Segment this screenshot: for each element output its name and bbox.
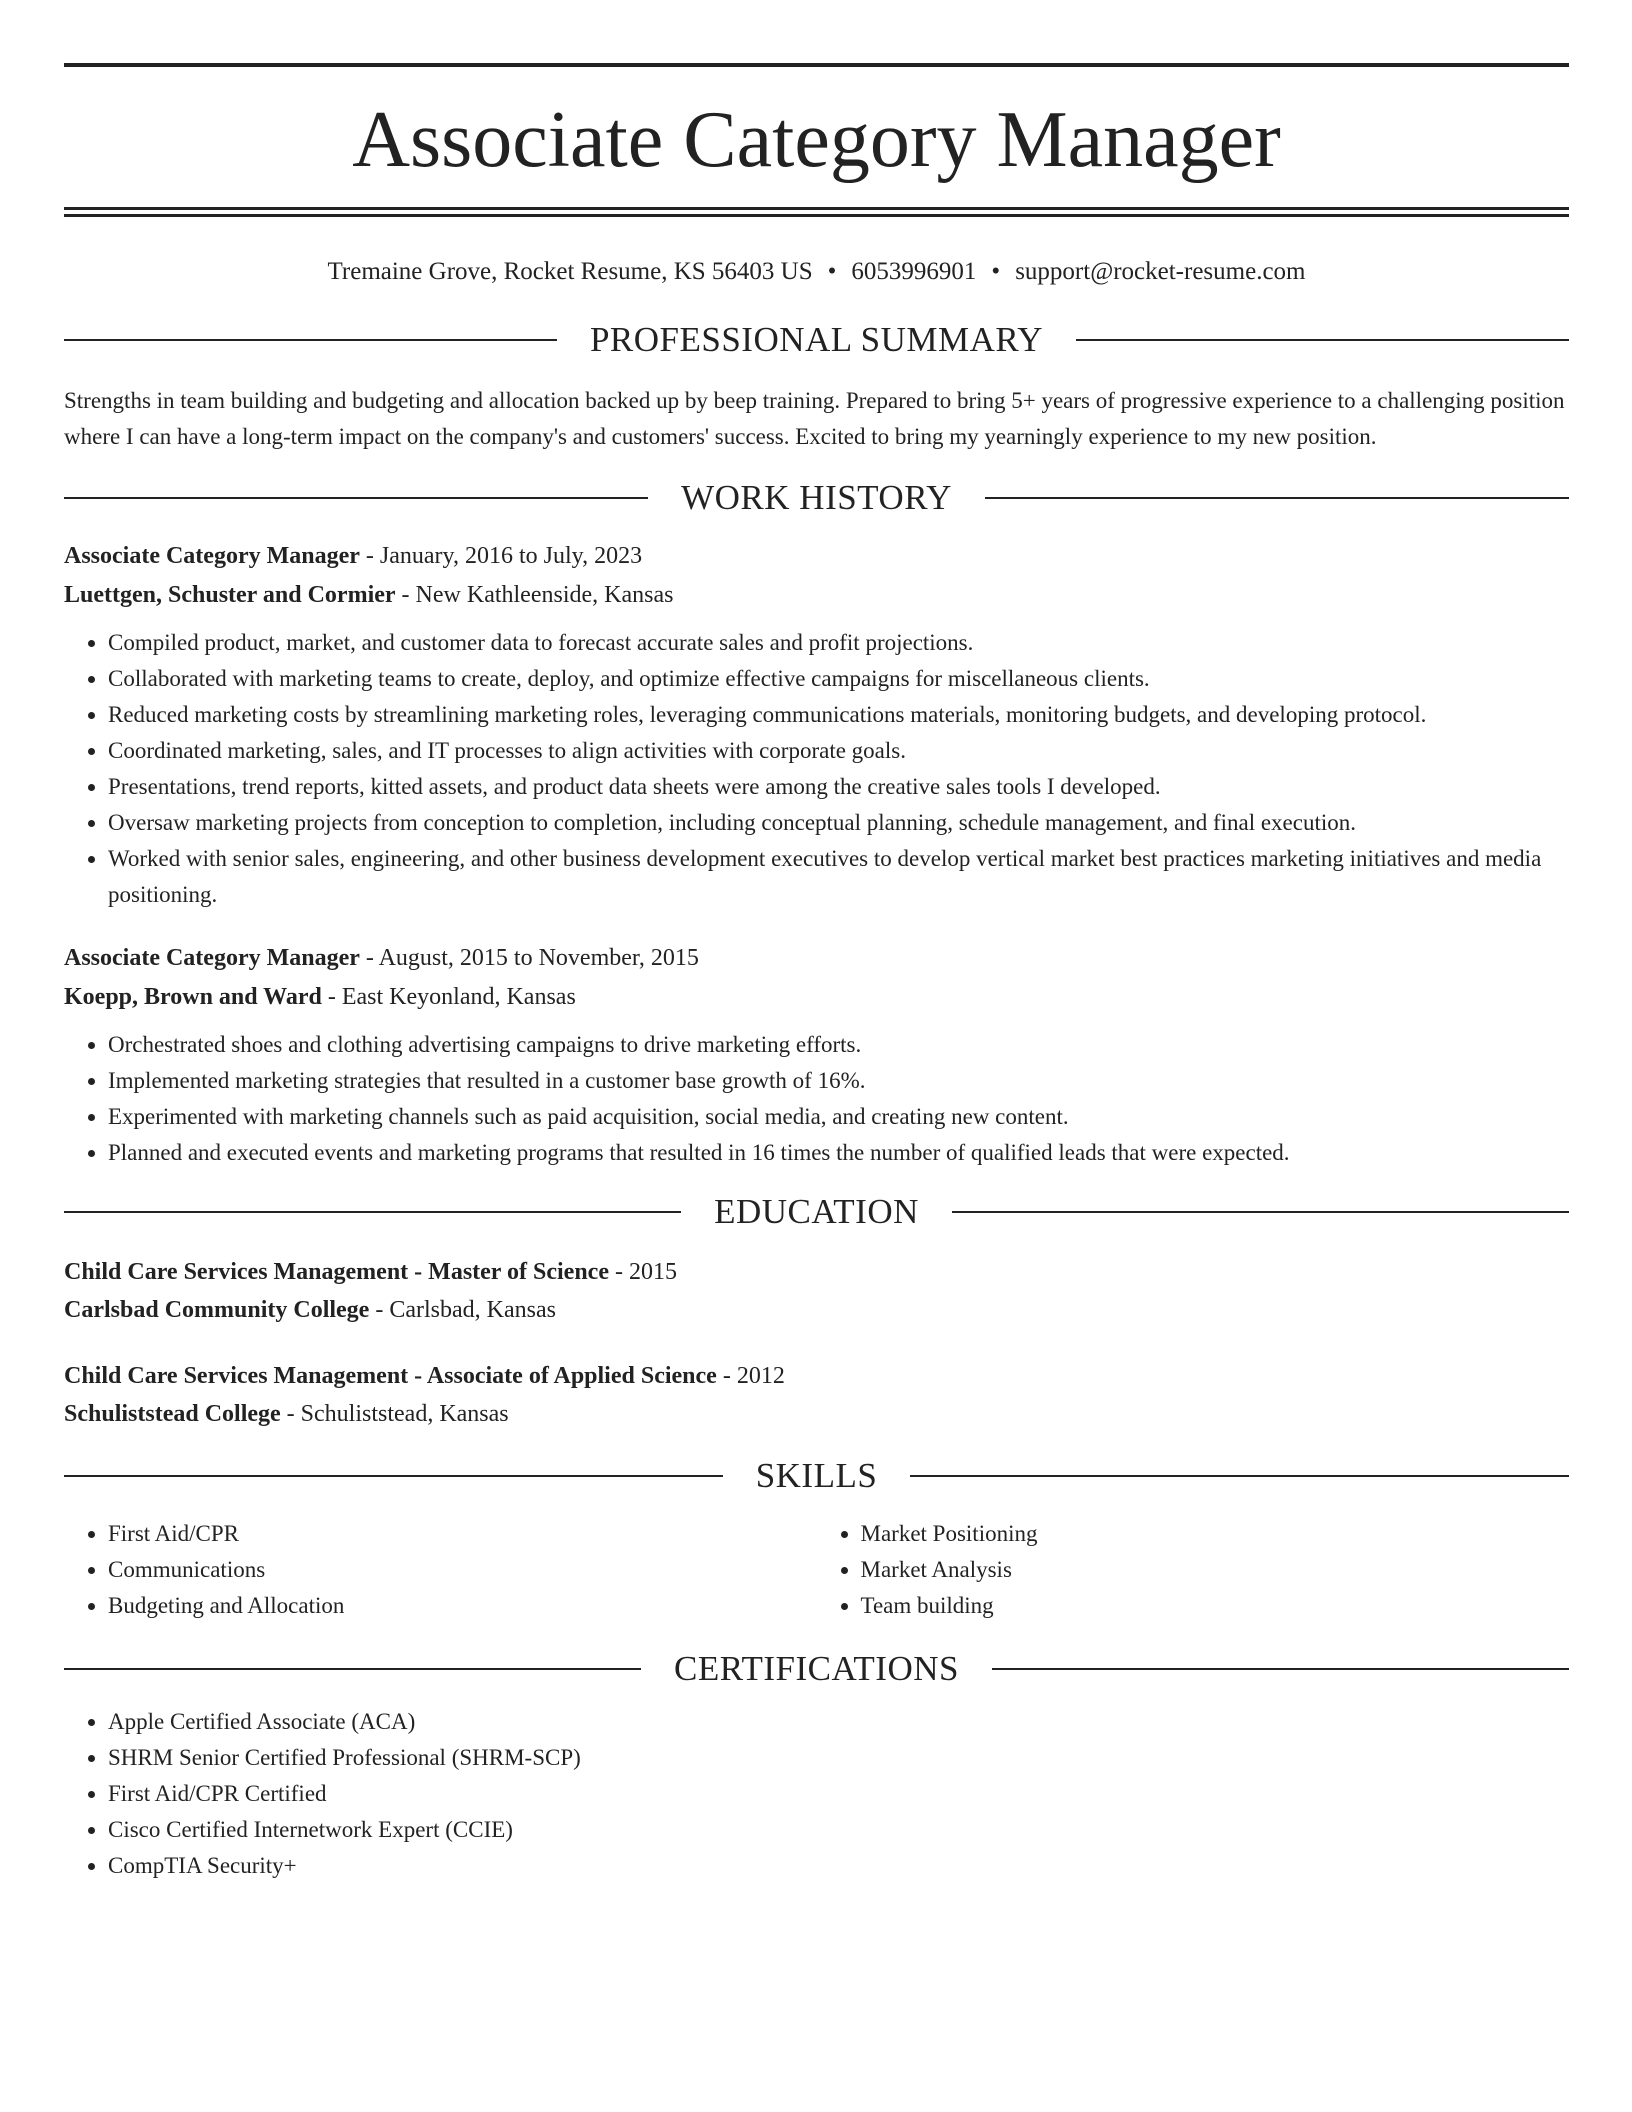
job-dates: - August, 2015 to November, 2015 — [359, 945, 699, 971]
education-entry — [64, 1253, 1569, 1329]
job-entry — [64, 939, 1569, 1171]
contact-separator: • — [827, 258, 837, 285]
job-company: Luettgen, Schuster and Cormier — [64, 582, 396, 608]
job-bullet: • Oversaw marketing projects from conception to completion, including conceptual planning, schedule management, and final execution. — [108, 805, 1569, 841]
job-bullet: • Planned and executed events and marketing programs that resulted in 16 times the number of qualified leads that were expected. — [108, 1135, 1569, 1171]
education-entry — [64, 1357, 1569, 1433]
education-school: Schuliststead College — [64, 1401, 281, 1427]
section-title: PROFESSIONAL SUMMARY — [589, 320, 1044, 359]
heading-rule — [985, 497, 1569, 499]
heading-rule — [64, 1211, 681, 1213]
education-year: - 2012 — [716, 1363, 785, 1389]
resume-header — [64, 63, 1569, 217]
job-location: - East Keyonland, Kansas — [321, 984, 576, 1010]
certification-item: • Apple Certified Associate (ACA) — [108, 1704, 1569, 1740]
job-title-line — [64, 537, 1569, 576]
contact-separator: • — [991, 258, 1001, 285]
job-bullet: • Compiled product, market, and customer data to forecast accurate sales and profit projections. — [108, 625, 1569, 661]
certification-item: • Cisco Certified Internetwork Expert (CCIE) — [108, 1812, 1569, 1848]
job-company-line — [64, 978, 1569, 1017]
section-title: WORK HISTORY — [681, 478, 952, 517]
job-bullets — [64, 625, 1569, 913]
job-bullet: • Coordinated marketing, sales, and IT processes to align activities with corporate goals. — [108, 733, 1569, 769]
heading-rule — [64, 339, 557, 341]
job-bullet: • Orchestrated shoes and clothing advertising campaigns to drive marketing efforts. — [108, 1027, 1569, 1063]
heading-rule — [64, 497, 648, 499]
heading-rule — [64, 1668, 641, 1670]
section-heading-skills — [64, 1451, 1569, 1501]
job-title-line — [64, 939, 1569, 978]
job-company-line — [64, 576, 1569, 615]
section-heading-certifications — [64, 1644, 1569, 1694]
education-degree-line — [64, 1357, 1569, 1395]
contact-line — [64, 252, 1569, 292]
education-degree: Child Care Services Management - Master of Science — [64, 1259, 609, 1285]
skills-list — [64, 1516, 1569, 1624]
job-dates: - January, 2016 to July, 2023 — [359, 543, 643, 569]
section-heading-education — [64, 1187, 1569, 1237]
heading-rule — [910, 1475, 1569, 1477]
section-title: CERTIFICATIONS — [674, 1649, 959, 1688]
job-entry — [64, 537, 1569, 913]
job-bullet: • Reduced marketing costs by streamlining marketing roles, leveraging communications materials, monitoring budgets, and developing protocol. — [108, 697, 1569, 733]
skill-item: • Communications — [108, 1552, 817, 1588]
education-school-line — [64, 1291, 1569, 1329]
section-title: EDUCATION — [714, 1192, 919, 1231]
contact-email: support@rocket-resume.com — [1015, 258, 1306, 285]
section-heading-work — [64, 473, 1569, 523]
heading-rule — [64, 1475, 723, 1477]
contact-phone: 6053996901 — [851, 258, 977, 285]
skills-column-right — [817, 1516, 1570, 1624]
job-bullet: • Implemented marketing strategies that resulted in a customer base growth of 16%. — [108, 1063, 1569, 1099]
certifications-list — [64, 1704, 1569, 1884]
job-title: Associate Category Manager — [64, 945, 360, 971]
contact-address: Tremaine Grove, Rocket Resume, KS 56403 US — [327, 258, 813, 285]
job-bullet: • Worked with senior sales, engineering, and other business development executives to develop vertical market best practices marketing initiatives and media positioning. — [108, 841, 1569, 913]
section-heading-summary — [64, 315, 1569, 365]
skill-item: • Team building — [861, 1588, 1570, 1624]
education-school: Carlsbad Community College — [64, 1297, 370, 1323]
skill-item: • Market Positioning — [861, 1516, 1570, 1552]
section-title: SKILLS — [755, 1456, 878, 1495]
education-year: - 2015 — [608, 1259, 677, 1285]
skills-column-left — [64, 1516, 817, 1624]
summary-text: Strengths in team building and budgeting and allocation backed up by beep training. Prepared to bring 5+ years of progressive experience to a challenging position where I can have a long-term impact on the company's and customers' success. Excited to bring my yearningly experience to my new position. — [64, 388, 1565, 449]
education-degree-line — [64, 1253, 1569, 1291]
skill-item: • First Aid/CPR — [108, 1516, 817, 1552]
heading-rule — [1076, 339, 1569, 341]
education-school-line — [64, 1395, 1569, 1433]
job-bullets — [64, 1027, 1569, 1171]
certification-item: • SHRM Senior Certified Professional (SHRM-SCP) — [108, 1740, 1569, 1776]
job-bullet: • Presentations, trend reports, kitted assets, and product data sheets were among the creative sales tools I developed. — [108, 769, 1569, 805]
job-location: - New Kathleenside, Kansas — [395, 582, 674, 608]
heading-rule — [952, 1211, 1569, 1213]
education-degree: Child Care Services Management - Associate of Applied Science — [64, 1363, 717, 1389]
skill-item: • Budgeting and Allocation — [108, 1588, 817, 1624]
job-title: Associate Category Manager — [64, 543, 360, 569]
education-location: - Carlsbad, Kansas — [369, 1297, 556, 1323]
skill-item: • Market Analysis — [861, 1552, 1570, 1588]
header-double-rule — [64, 207, 1569, 217]
resume-title: Associate Category Manager — [352, 96, 1281, 184]
job-company: Koepp, Brown and Ward — [64, 984, 322, 1010]
certification-item: • CompTIA Security+ — [108, 1848, 1569, 1884]
job-bullet: • Experimented with marketing channels such as paid acquisition, social media, and creating new content. — [108, 1099, 1569, 1135]
job-bullet: • Collaborated with marketing teams to create, deploy, and optimize effective campaigns for miscellaneous clients. — [108, 661, 1569, 697]
education-location: - Schuliststead, Kansas — [280, 1401, 509, 1427]
certification-item: • First Aid/CPR Certified — [108, 1776, 1569, 1812]
resume-page — [64, 0, 1569, 1884]
heading-rule — [992, 1668, 1569, 1670]
